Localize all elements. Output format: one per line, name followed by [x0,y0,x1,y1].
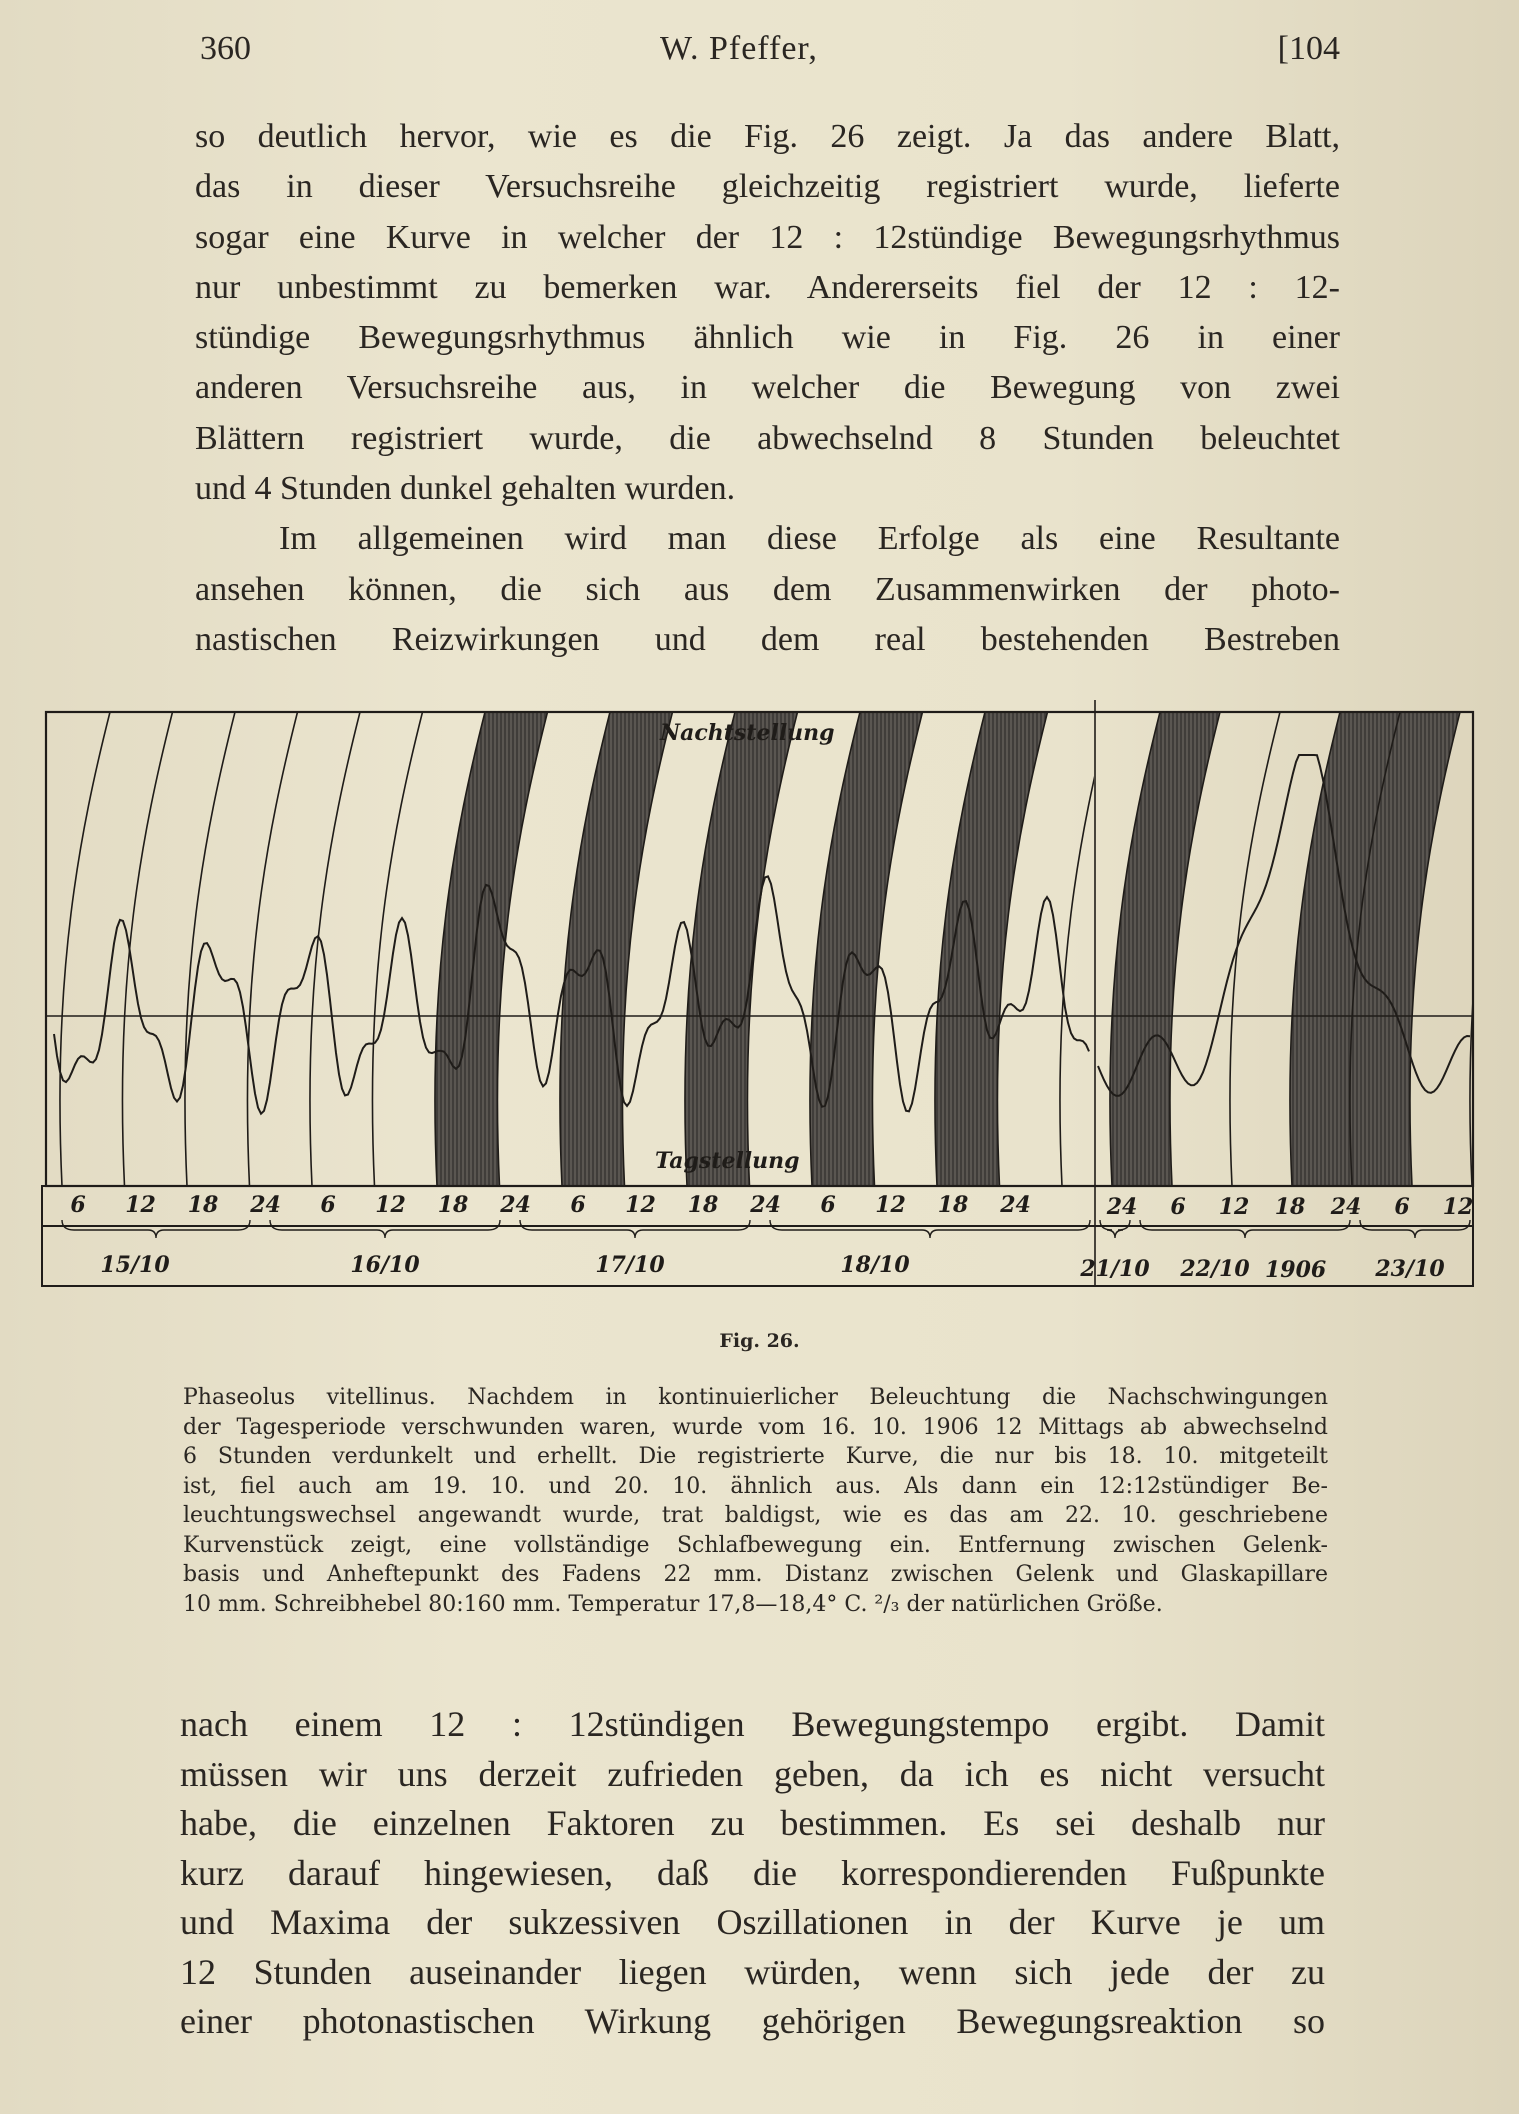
dark-band [1290,712,1460,1186]
hour-tick: 18 [437,1192,469,1218]
hour-tick: 6 [820,1192,836,1218]
hour-tick: 18 [1274,1194,1306,1220]
hour-tick: 12 [125,1192,156,1218]
hour-tick: 24 [500,1192,531,1218]
date-label: 21/10 [1080,1256,1150,1282]
hour-tick: 12 [1442,1194,1474,1220]
text-line: habe, die einzelnen Faktoren zu bestimmen. Es sei deshalb nur [180,1803,1325,1843]
text-line: und Maxima der sukzessiven Oszillationen in der Kurve je um [180,1902,1325,1942]
date-label: 15/10 [100,1252,170,1278]
dark-phase-bands-left [435,712,1048,1186]
year-label: 1906 [1265,1257,1327,1283]
text-line: einer photonastischen Wirkung gehörigen Bewegungsreaktion so [180,2001,1325,2041]
caption-line: 6 Stunden verdunkelt und erhellt. Die registrierte Kurve, die nur bis 18. 10. mitgeteilt [183,1444,1328,1469]
caption-line: basis und Anheftepunkt des Fadens 22 mm. Distanz zwischen Gelenk und Glaskapillare [183,1562,1328,1587]
time-arc [372,712,422,1186]
hour-tick-labels [70,1192,1473,1220]
body-text-bottom [180,1700,1325,2047]
date-label: 23/10 [1375,1256,1445,1282]
hour-tick: 24 [1330,1194,1362,1220]
hour-tick: 12 [375,1192,406,1218]
text-line: kurz darauf hingewiesen, daß die korrespondierenden Fußpunkte [180,1852,1325,1893]
hour-tick: 24 [250,1192,281,1218]
date-brace [1140,1220,1350,1238]
caption-line: leuchtungswechsel angewandt wurde, trat baldigst, wie es das am 22. 10. geschriebene [183,1503,1328,1528]
date-label: 16/10 [350,1252,420,1278]
date-label: 22/10 [1180,1256,1250,1282]
time-arc [247,712,297,1186]
body-text-top [195,112,1340,665]
text-line: anderen Versuchsreihe aus, in welcher die Bewegung von zwei [195,369,1340,407]
hour-tick: 6 [1170,1194,1186,1220]
kymograph-figure [40,700,1490,1320]
figure-label: Fig. 26. [719,1330,800,1352]
hour-tick: 12 [875,1192,906,1218]
hour-tick: 18 [937,1192,969,1218]
running-head [200,30,1340,80]
text-line: nastischen Reizwirkungen und dem real bestehenden Bestreben [195,620,1340,658]
caption-line: Phaseolus vitellinus. Nachdem in kontinuierlicher Beleuchtung die Nachschwingungen [183,1385,1328,1410]
text-line: stündige Bewegungsrhythmus ähnlich wie in Fig. 26 in einer [195,319,1340,357]
date-label: 17/10 [595,1252,665,1278]
date-brace [770,1220,1090,1238]
text-line: Blättern registriert wurde, die abwechselnd 8 Stunden beleuchtet [195,419,1340,457]
hour-tick: 24 [750,1192,781,1218]
text-line: ansehen können, die sich aus dem Zusammenwirken der photo- [195,570,1340,608]
caption-line: der Tagesperiode verschwunden waren, wurde vom 16. 10. 1906 12 Mittags ab abwechselnd [183,1414,1328,1440]
text-line: so deutlich hervor, wie es die Fig. 26 zeigt. Ja das andere Blatt, [195,118,1340,155]
figure-26 [40,700,1490,1320]
time-arc [60,712,110,1186]
hour-tick: 6 [1394,1194,1410,1220]
figure-caption [183,1383,1328,1619]
date-brace [1360,1220,1470,1238]
text-line: das in dieser Versuchsreihe gleichzeitig registriert wurde, lieferte [195,168,1340,206]
caption-line: 10 mm. Schreibhebel 80:160 mm. Temperatur 17,8—18,4° C. ²/₃ der natürlichen Größe. [183,1591,1163,1617]
time-arc [1060,712,1110,1186]
time-arc [310,712,360,1186]
date-brace [1100,1220,1130,1238]
text-line: sogar eine Kurve in welcher der 12 : 12stündige Bewegungsrhythmus [195,218,1340,256]
text-line: 12 Stunden auseinander liegen würden, wenn sich jede der zu [180,1951,1325,1992]
hour-tick: 12 [1218,1194,1250,1220]
caption-line: ist, fiel auch am 19. 10. und 20. 10. ähnlich aus. Als dann ein 12:12stündiger Be- [183,1473,1328,1499]
dark-phase-bands-right [1110,712,1490,1186]
text-line: nach einem 12 : 12stündigen Bewegungstempo ergibt. Damit [180,1704,1325,1744]
date-labels [62,1220,1470,1282]
text-line: Im allgemeinen wird man diese Erfolge als eine Resultante [279,520,1340,558]
text-line: müssen wir uns derzeit zufrieden geben, da ich es nicht versucht [180,1753,1325,1794]
hour-tick: 24 [1000,1192,1031,1218]
date-brace [62,1220,250,1238]
hour-tick: 24 [1106,1194,1138,1220]
label-tagstellung: Tagstellung [655,1148,800,1174]
date-brace [270,1220,500,1238]
hour-tick: 12 [625,1192,656,1218]
running-author: W. Pfeffer, [660,30,818,67]
hour-tick: 6 [70,1192,86,1218]
hour-tick: 18 [187,1192,219,1218]
hour-tick: 6 [320,1192,336,1218]
caption-line: Kurvenstück zeigt, eine vollständige Schlafbewegung ein. Entfernung zwischen Gelenk- [183,1532,1328,1558]
original-page-number: [104 [1277,30,1340,67]
date-label: 18/10 [840,1252,910,1278]
page-number: 360 [200,30,251,67]
text-line: und 4 Stunden dunkel gehalten wurden. [195,470,736,508]
hour-tick: 18 [687,1192,719,1218]
hour-tick: 6 [570,1192,586,1218]
date-brace [520,1220,750,1238]
label-nachtstellung: Nachtstellung [660,720,835,746]
text-line: nur unbestimmt zu bemerken war. Andererseits fiel der 12 : 12- [195,268,1340,306]
